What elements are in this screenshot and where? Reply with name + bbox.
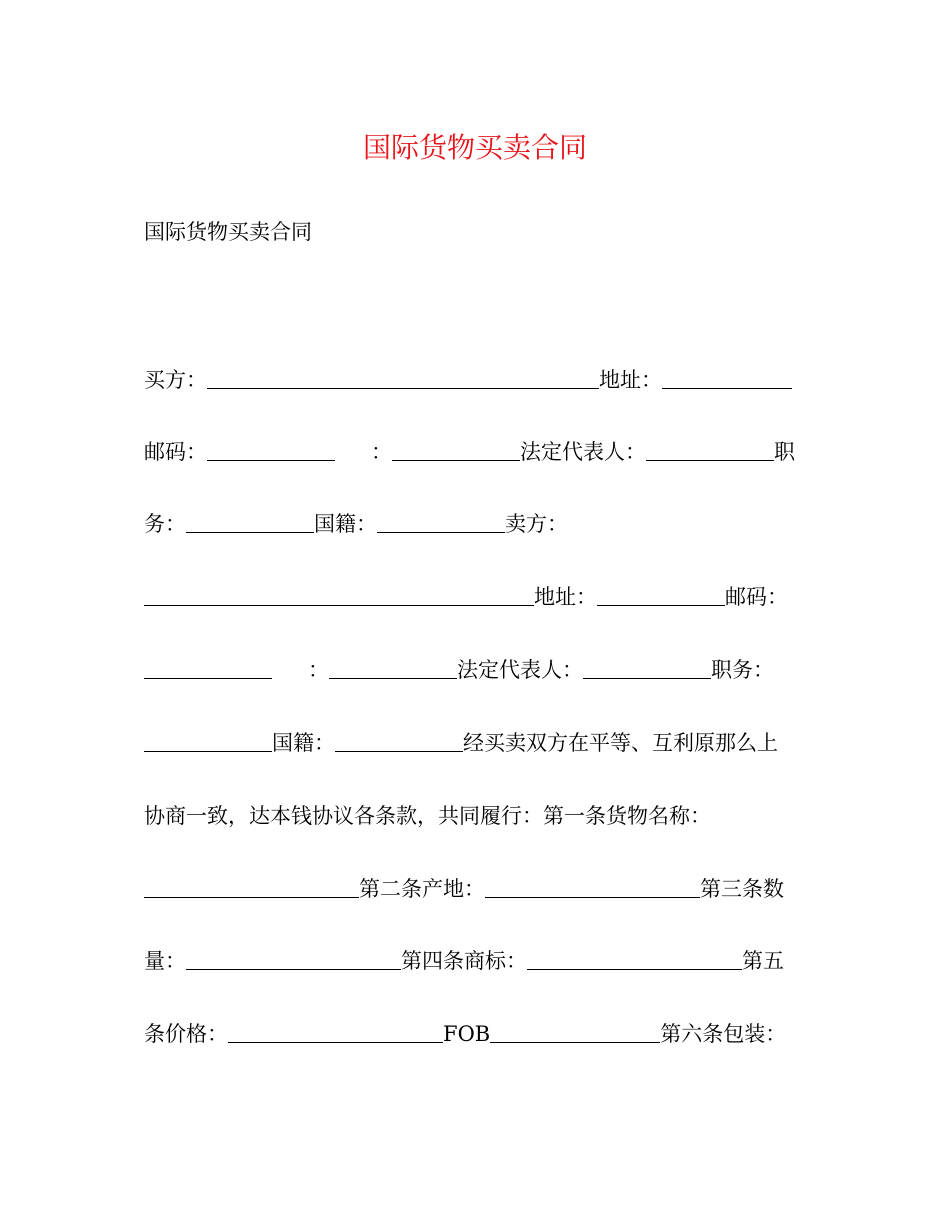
contract-line-seller [144,581,814,613]
packing-label: 第六条包装： [660,1022,787,1046]
buyer-rep-label: 法定代表人： [520,440,646,464]
contract-line-quantity [144,945,814,977]
seller-nationality-blank[interactable] [335,729,463,752]
buyer-nationality-label: 国籍： [314,512,377,536]
seller-postcode-label: 邮码： [725,585,788,609]
buyer-postcode-label: 邮码： [144,440,207,464]
buyer-label: 买方： [144,368,207,392]
quantity-label-end: 量： [144,949,186,973]
origin-label: 第二条产地： [359,877,485,901]
buyer-misc-blank[interactable] [392,438,520,461]
price-label-start: 第五 [742,949,784,973]
contract-line-buyer-postcode [144,436,814,468]
buyer-title-blank[interactable] [186,510,314,533]
seller-rep-label: 法定代表人： [457,658,583,682]
seller-label: 卖方： [505,512,568,536]
quantity-blank[interactable] [186,947,401,970]
origin-blank[interactable] [485,875,700,898]
trademark-blank[interactable] [527,947,742,970]
buyer-nationality-blank[interactable] [377,510,505,533]
buyer-name-blank[interactable] [207,366,599,389]
seller-misc-label: ： [308,658,329,682]
seller-name-blank[interactable] [144,583,534,606]
seller-misc-blank[interactable] [329,656,457,679]
seller-title-label: 职务： [711,658,774,682]
contract-line-seller-nationality [144,727,814,759]
agreement-text: 协商一致，达本钱协议各条款，共同履行：第一条货物名称： [144,804,711,828]
agreement-intro-text: 经买卖双方在平等、互利原那么上 [463,731,778,755]
buyer-address-label: 地址： [599,368,662,392]
contract-line-seller-rep [144,654,814,686]
seller-postcode-blank[interactable] [144,656,272,679]
seller-address-blank[interactable] [597,583,725,606]
seller-rep-blank[interactable] [583,656,711,679]
contract-line-buyer-nationality [144,508,814,540]
seller-address-label: 地址： [534,585,597,609]
quantity-label-start: 第三条数 [700,877,784,901]
contract-line-price [144,1018,814,1050]
price-blank[interactable] [228,1020,443,1043]
buyer-title-label-start: 职 [774,440,795,464]
fob-blank[interactable] [490,1020,660,1043]
buyer-title-label-end: 务： [144,512,186,536]
buyer-address-blank[interactable] [662,366,792,389]
buyer-postcode-blank[interactable] [207,438,335,461]
price-label-end: 条价格： [144,1022,228,1046]
trademark-label: 第四条商标： [401,949,527,973]
buyer-misc-label: ： [371,440,392,464]
contract-line-buyer [144,364,814,396]
document-subtitle: 国际货物买卖合同 [144,220,312,244]
fob-label: FOB [443,1022,491,1046]
seller-title-blank[interactable] [144,729,272,752]
contract-line-goods [144,873,814,905]
document-title: 国际货物买卖合同 [362,131,587,164]
goods-name-blank[interactable] [144,875,359,898]
buyer-rep-blank[interactable] [646,438,774,461]
seller-nationality-label: 国籍： [272,731,335,755]
contract-line-agreement [144,800,814,832]
